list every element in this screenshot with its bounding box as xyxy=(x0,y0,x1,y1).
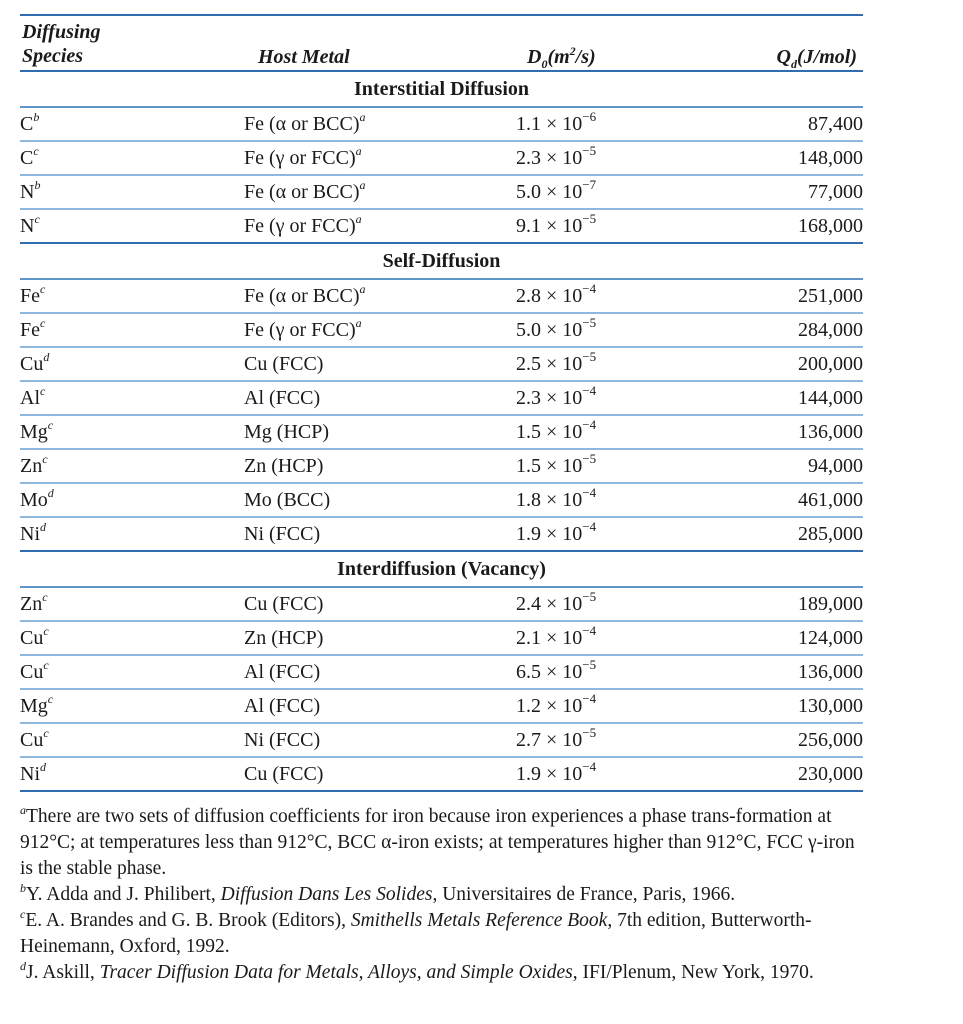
d0-cell xyxy=(516,381,740,415)
d0-mantissa: 1.9 × 10 xyxy=(516,762,583,785)
qd-cell: 136,000 xyxy=(740,655,863,689)
d0-exponent: −4 xyxy=(582,758,597,774)
species-note: c xyxy=(40,383,46,398)
host-cell xyxy=(244,723,516,757)
species-symbol: Fe xyxy=(20,318,40,341)
species-note: b xyxy=(34,177,41,192)
host-cell xyxy=(244,381,516,415)
host-cell xyxy=(244,655,516,689)
species-cell xyxy=(20,587,244,621)
header-d0-sub: 0 xyxy=(541,57,548,71)
host-note: a xyxy=(359,281,366,296)
species-symbol: Mo xyxy=(20,488,48,511)
host-cell xyxy=(244,517,516,550)
section-title: Interstitial Diffusion xyxy=(20,70,863,106)
table-row xyxy=(20,587,863,621)
table-row xyxy=(20,723,863,757)
species-symbol: N xyxy=(20,214,35,237)
footnote-b xyxy=(20,882,870,908)
header-d0-base: D xyxy=(527,46,542,68)
species-symbol: Fe xyxy=(20,284,40,307)
species-cell xyxy=(20,347,244,381)
footnote-a xyxy=(20,804,870,882)
qd-cell: 230,000 xyxy=(740,757,863,790)
qd-cell: 144,000 xyxy=(740,381,863,415)
table-bottom-rule xyxy=(20,790,863,792)
species-cell xyxy=(20,209,244,242)
d0-cell xyxy=(516,279,740,313)
species-cell xyxy=(20,689,244,723)
table-row xyxy=(20,141,863,175)
d0-exponent: −5 xyxy=(582,142,597,158)
qd-cell: 124,000 xyxy=(740,621,863,655)
host-metal: Mo (BCC) xyxy=(244,488,331,511)
host-cell xyxy=(244,587,516,621)
species-symbol: Al xyxy=(20,386,40,409)
d0-cell xyxy=(516,141,740,175)
table-row xyxy=(20,209,863,242)
qd-cell: 136,000 xyxy=(740,415,863,449)
d0-exponent: −5 xyxy=(582,656,597,672)
d0-mantissa: 2.5 × 10 xyxy=(516,352,583,375)
species-cell xyxy=(20,757,244,790)
host-cell xyxy=(244,141,516,175)
footnote-d-post: , IFI/Plenum, New York, 1970. xyxy=(572,962,814,983)
d0-cell xyxy=(516,449,740,483)
diffusion-table xyxy=(20,14,863,792)
d0-mantissa: 1.5 × 10 xyxy=(516,454,583,477)
d0-cell xyxy=(516,689,740,723)
host-cell xyxy=(244,483,516,517)
host-metal: Fe (α or BCC) xyxy=(244,180,360,203)
species-note: c xyxy=(43,657,49,672)
table-row xyxy=(20,517,863,550)
d0-mantissa: 1.1 × 10 xyxy=(516,112,583,135)
d0-exponent: −4 xyxy=(582,518,597,534)
host-metal: Fe (γ or FCC) xyxy=(244,214,356,237)
d0-mantissa: 2.7 × 10 xyxy=(516,728,583,751)
d0-mantissa: 6.5 × 10 xyxy=(516,660,583,683)
d0-exponent: −5 xyxy=(582,724,597,740)
table-row xyxy=(20,415,863,449)
footnote-a-mark: a xyxy=(20,803,26,817)
table-row xyxy=(20,313,863,347)
table-row xyxy=(20,381,863,415)
host-cell xyxy=(244,107,516,141)
species-note: d xyxy=(47,485,54,500)
species-symbol: Cu xyxy=(20,352,44,375)
header-species-line1: Diffusing xyxy=(22,21,101,43)
d0-cell xyxy=(516,209,740,242)
host-metal: Ni (FCC) xyxy=(244,728,321,751)
d0-mantissa: 1.5 × 10 xyxy=(516,420,583,443)
d0-cell xyxy=(516,313,740,347)
host-metal: Fe (α or BCC) xyxy=(244,112,360,135)
species-cell xyxy=(20,313,244,347)
species-symbol: Cu xyxy=(20,728,44,751)
species-cell xyxy=(20,141,244,175)
footnote-c-pre: E. A. Brandes and G. B. Brook (Editors), xyxy=(25,910,351,931)
species-cell xyxy=(20,723,244,757)
d0-exponent: −5 xyxy=(582,450,597,466)
header-qd-sub: d xyxy=(791,57,797,71)
d0-exponent: −4 xyxy=(582,622,597,638)
footnote-b-pre: Y. Adda and J. Philibert, xyxy=(26,884,221,905)
species-note: c xyxy=(47,417,54,432)
section-table xyxy=(20,278,863,550)
host-note: a xyxy=(355,315,362,330)
d0-cell xyxy=(516,587,740,621)
host-cell xyxy=(244,689,516,723)
footnote-b-post: , Universitaires de France, Paris, 1966. xyxy=(432,884,736,905)
footnote-c xyxy=(20,908,870,960)
host-metal: Fe (γ or FCC) xyxy=(244,146,356,169)
host-cell xyxy=(244,175,516,209)
d0-exponent: −4 xyxy=(582,382,597,398)
table-row xyxy=(20,655,863,689)
host-cell xyxy=(244,415,516,449)
header-species-line2: Species xyxy=(22,45,84,67)
header-qd-tail: (J/mol) xyxy=(797,46,857,68)
species-cell xyxy=(20,175,244,209)
host-metal: Ni (FCC) xyxy=(244,522,321,545)
qd-cell: 130,000 xyxy=(740,689,863,723)
species-cell xyxy=(20,621,244,655)
species-cell xyxy=(20,381,244,415)
host-metal: Fe (γ or FCC) xyxy=(244,318,356,341)
host-cell xyxy=(244,757,516,790)
d0-cell xyxy=(516,655,740,689)
qd-cell: 251,000 xyxy=(740,279,863,313)
d0-exponent: −5 xyxy=(582,210,597,226)
d0-mantissa: 9.1 × 10 xyxy=(516,214,583,237)
header-qd xyxy=(777,46,857,72)
species-note: d xyxy=(40,519,46,534)
footnote-c-mark: c xyxy=(20,907,26,921)
d0-cell xyxy=(516,107,740,141)
table-row xyxy=(20,279,863,313)
host-cell xyxy=(244,621,516,655)
d0-exponent: −6 xyxy=(582,108,597,124)
footnote-c-title: Smithells Metals Reference Book xyxy=(350,910,608,931)
host-metal: Fe (α or BCC) xyxy=(244,284,360,307)
footnote-d xyxy=(20,960,870,986)
table-row xyxy=(20,175,863,209)
host-note: a xyxy=(355,143,362,158)
host-metal: Cu (FCC) xyxy=(244,592,324,615)
d0-cell xyxy=(516,621,740,655)
footnote-a-text: There are two sets of diffusion coefficients for iron because iron experiences a phase trans-formation at 912°C; at temperatures less than 912°C, BCC α-iron exists; at temperatures higher than 912°C, FCC γ-iron is the stable phase. xyxy=(20,806,855,879)
d0-mantissa: 2.4 × 10 xyxy=(516,592,583,615)
species-symbol: N xyxy=(20,180,35,203)
d0-exponent: −4 xyxy=(582,484,597,500)
host-cell xyxy=(244,279,516,313)
species-symbol: Ni xyxy=(20,522,40,545)
table-row xyxy=(20,689,863,723)
table-row xyxy=(20,107,863,141)
header-d0-sup: 2 xyxy=(569,44,576,58)
species-symbol: Zn xyxy=(20,454,43,477)
table-body xyxy=(20,70,863,790)
table-row xyxy=(20,621,863,655)
footnote-d-pre: J. Askill, xyxy=(26,962,100,983)
host-metal: Cu (FCC) xyxy=(244,352,324,375)
table-row xyxy=(20,449,863,483)
species-symbol: Mg xyxy=(20,694,48,717)
d0-mantissa: 2.3 × 10 xyxy=(516,146,583,169)
qd-cell: 200,000 xyxy=(740,347,863,381)
host-note: a xyxy=(355,211,362,226)
d0-cell xyxy=(516,415,740,449)
species-note: c xyxy=(47,691,54,706)
qd-cell: 461,000 xyxy=(740,483,863,517)
qd-cell: 148,000 xyxy=(740,141,863,175)
species-note: d xyxy=(40,759,46,774)
host-metal: Cu (FCC) xyxy=(244,762,324,785)
qd-cell: 284,000 xyxy=(740,313,863,347)
host-metal: Al (FCC) xyxy=(244,386,321,409)
d0-mantissa: 5.0 × 10 xyxy=(516,180,583,203)
footnote-d-title: Tracer Diffusion Data for Metals, Alloys, and Simple Oxides xyxy=(99,962,573,983)
d0-cell xyxy=(516,175,740,209)
species-symbol: C xyxy=(20,146,34,169)
species-note: d xyxy=(43,349,50,364)
species-note: c xyxy=(43,623,49,638)
header-species xyxy=(22,20,101,68)
species-symbol: C xyxy=(20,112,34,135)
qd-cell: 256,000 xyxy=(740,723,863,757)
d0-exponent: −4 xyxy=(582,416,597,432)
d0-exponent: −4 xyxy=(582,280,597,296)
table-header xyxy=(20,16,863,70)
species-note: c xyxy=(42,589,48,604)
species-symbol: Cu xyxy=(20,660,44,683)
qd-cell: 94,000 xyxy=(740,449,863,483)
d0-exponent: −4 xyxy=(582,690,597,706)
species-symbol: Cu xyxy=(20,626,44,649)
host-metal: Zn (HCP) xyxy=(244,626,324,649)
species-cell xyxy=(20,449,244,483)
species-cell xyxy=(20,483,244,517)
host-metal: Mg (HCP) xyxy=(244,420,330,443)
host-note: a xyxy=(359,177,366,192)
species-note: c xyxy=(40,315,46,330)
footnote-b-mark: b xyxy=(20,881,26,895)
d0-cell xyxy=(516,517,740,550)
section-table xyxy=(20,106,863,242)
footnote-b-title: Diffusion Dans Les Solides xyxy=(220,884,433,905)
d0-exponent: −5 xyxy=(582,588,597,604)
qd-cell: 87,400 xyxy=(740,107,863,141)
d0-mantissa: 1.2 × 10 xyxy=(516,694,583,717)
section-title: Interdiffusion (Vacancy) xyxy=(20,550,863,586)
table-row xyxy=(20,757,863,790)
qd-cell: 77,000 xyxy=(740,175,863,209)
footnote-d-mark: d xyxy=(20,959,26,973)
host-cell xyxy=(244,347,516,381)
species-note: c xyxy=(43,725,49,740)
d0-exponent: −5 xyxy=(582,314,597,330)
host-cell xyxy=(244,209,516,242)
d0-mantissa: 2.3 × 10 xyxy=(516,386,583,409)
header-d0-unit: (m xyxy=(547,46,570,68)
section-title: Self-Diffusion xyxy=(20,242,863,278)
species-cell xyxy=(20,415,244,449)
host-cell xyxy=(244,449,516,483)
host-metal: Zn (HCP) xyxy=(244,454,324,477)
d0-mantissa: 2.8 × 10 xyxy=(516,284,583,307)
host-metal: Al (FCC) xyxy=(244,694,321,717)
species-cell xyxy=(20,655,244,689)
d0-cell xyxy=(516,483,740,517)
d0-exponent: −5 xyxy=(582,348,597,364)
d0-cell xyxy=(516,347,740,381)
d0-mantissa: 2.1 × 10 xyxy=(516,626,583,649)
species-note: c xyxy=(40,281,46,296)
species-symbol: Zn xyxy=(20,592,43,615)
qd-cell: 189,000 xyxy=(740,587,863,621)
host-note: a xyxy=(359,109,366,124)
species-symbol: Ni xyxy=(20,762,40,785)
host-metal: Al (FCC) xyxy=(244,660,321,683)
qd-cell: 168,000 xyxy=(740,209,863,242)
header-qd-base: Q xyxy=(776,46,791,68)
footnote-c-post: , 7th edition, Butterworth-Heinemann, Oxford, 1992. xyxy=(20,910,812,957)
header-d0 xyxy=(527,46,596,72)
species-note: c xyxy=(34,211,40,226)
table-row xyxy=(20,483,863,517)
species-note: c xyxy=(42,451,48,466)
species-cell xyxy=(20,517,244,550)
host-cell xyxy=(244,313,516,347)
header-host: Host Metal xyxy=(258,46,350,68)
table-row xyxy=(20,347,863,381)
species-cell xyxy=(20,107,244,141)
d0-mantissa: 1.9 × 10 xyxy=(516,522,583,545)
species-note: b xyxy=(33,109,40,124)
section-table xyxy=(20,586,863,790)
d0-mantissa: 1.8 × 10 xyxy=(516,488,583,511)
footnotes xyxy=(20,804,870,986)
d0-exponent: −7 xyxy=(582,176,597,192)
header-d0-tail: /s) xyxy=(575,46,596,68)
d0-mantissa: 5.0 × 10 xyxy=(516,318,583,341)
d0-cell xyxy=(516,757,740,790)
species-cell xyxy=(20,279,244,313)
qd-cell: 285,000 xyxy=(740,517,863,550)
species-symbol: Mg xyxy=(20,420,48,443)
d0-cell xyxy=(516,723,740,757)
species-note: c xyxy=(33,143,39,158)
